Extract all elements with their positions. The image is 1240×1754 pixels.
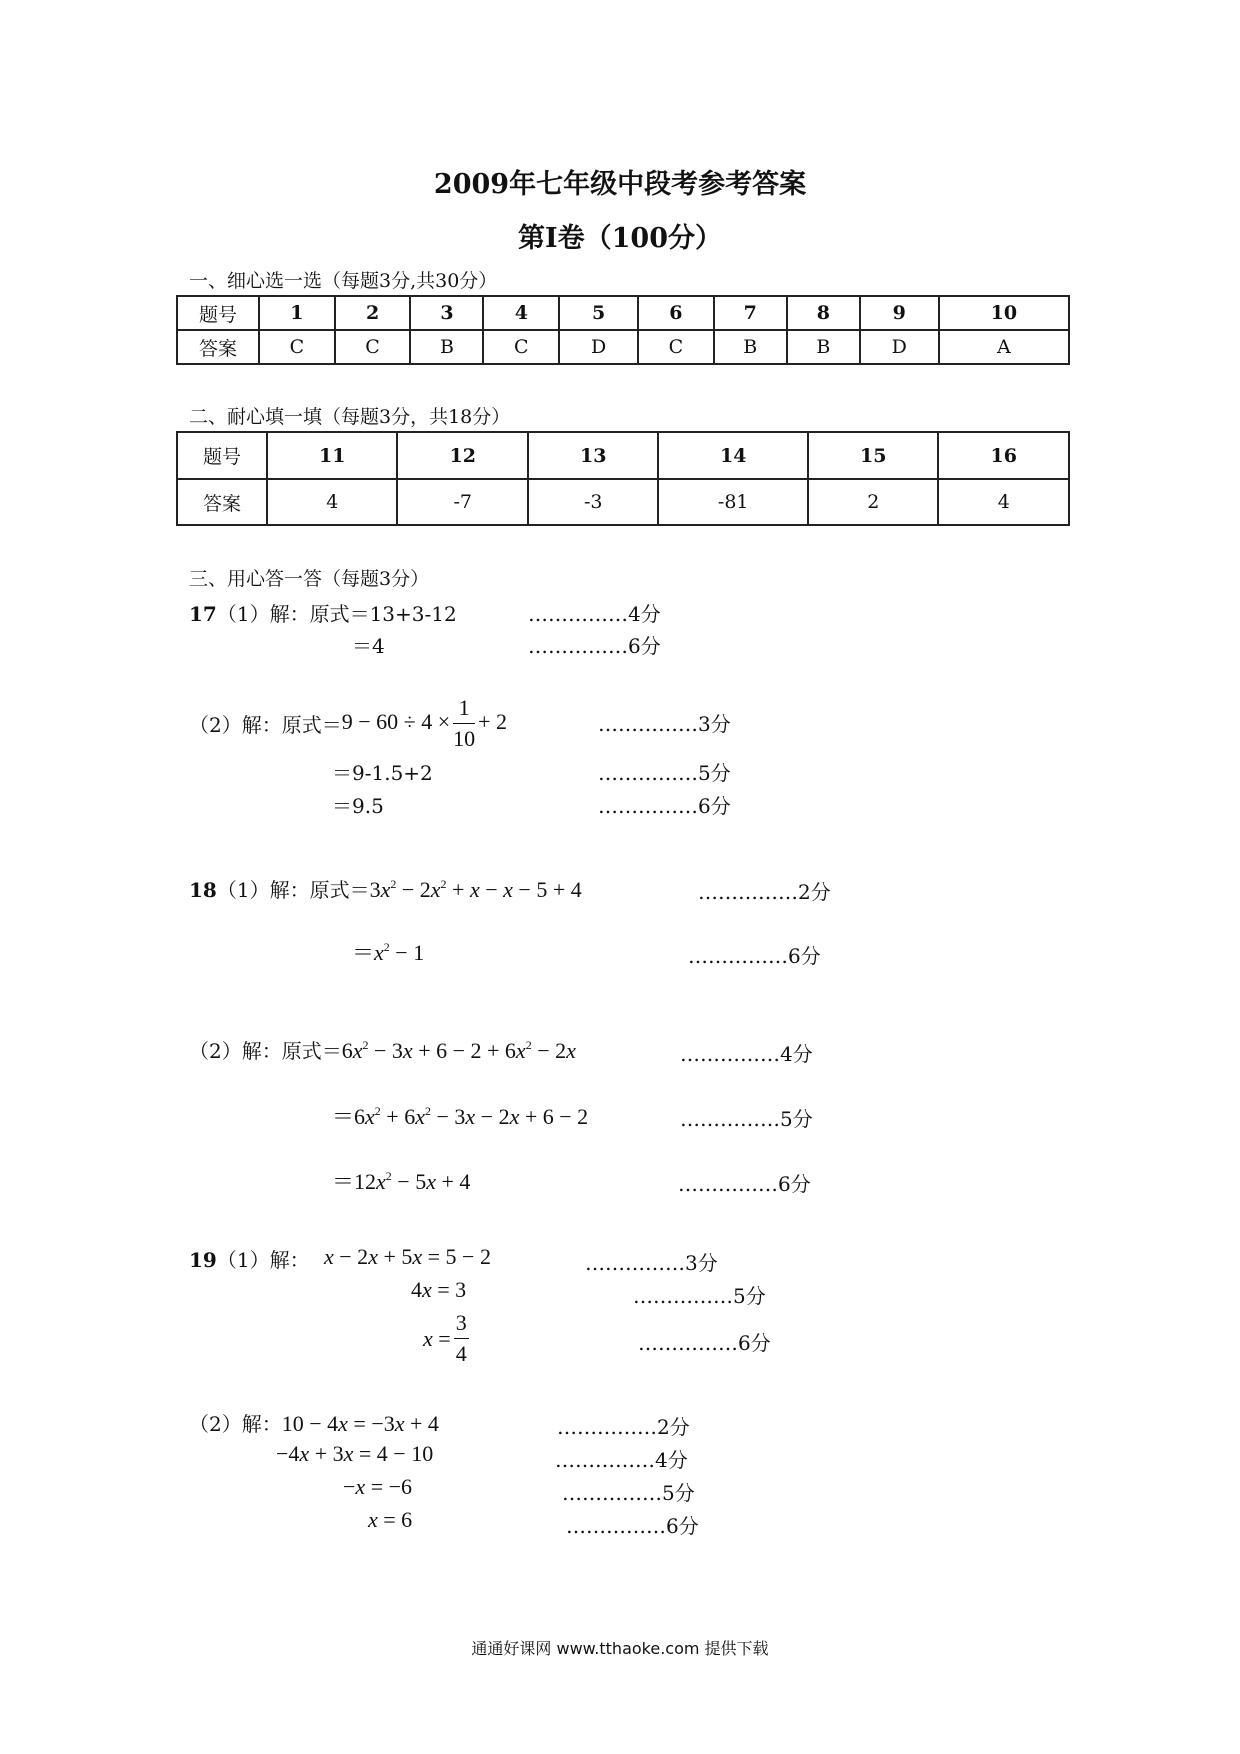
- score-marker: ……………2分: [698, 880, 831, 904]
- question-number-cell: 16: [938, 432, 1069, 479]
- section1-heading: 一、细心选一选（每题3分,共30分）: [189, 270, 498, 292]
- question-number-cell: 11: [267, 432, 397, 479]
- page-title: 2009年七年级中段考参考答案: [433, 169, 807, 200]
- math-expression: 9 − 60 ÷ 4 ×: [341, 708, 451, 734]
- q18-part1-line2: [352, 936, 424, 967]
- question-number: 17: [189, 602, 217, 626]
- answer-cell: C: [335, 330, 411, 364]
- question-number: 19: [189, 1248, 217, 1272]
- q19-part1-eq2: [411, 1277, 466, 1303]
- answer-cell: D: [860, 330, 939, 364]
- math-variable: x: [423, 1325, 433, 1351]
- answer-cell: B: [714, 330, 787, 364]
- section2-heading: 二、耐心填一填（每题3分，共18分）: [189, 406, 511, 428]
- page-subtitle: 第Ⅰ卷（100分）: [518, 223, 722, 254]
- math-expression: −4x + 3x = 4 − 10: [276, 1441, 434, 1466]
- score-marker: ……………6分: [638, 1331, 771, 1355]
- math-expression: + 2: [478, 708, 508, 734]
- q19-part1-prefix: （1）解：: [216, 1248, 310, 1272]
- section3-heading: 三、用心答一答（每题3分）: [189, 568, 430, 590]
- question-number-cell: 8: [787, 296, 860, 330]
- score-marker: ……………6分: [598, 794, 731, 818]
- q18-part1-line1: [189, 874, 582, 903]
- table-row-label: 答案: [177, 330, 259, 364]
- q17-part2-prefix: （2）解：原式＝: [189, 713, 342, 737]
- question-number-cell: 3: [410, 296, 483, 330]
- question-number-cell: 4: [483, 296, 559, 330]
- q19-part2-prefix: （2）解：: [189, 1412, 282, 1436]
- answer-cell: C: [483, 330, 559, 364]
- question-number-cell: 2: [335, 296, 411, 330]
- q18-part2-line2: [332, 1100, 588, 1131]
- q18-part2-prefix: （2）解：原式＝: [189, 1039, 342, 1063]
- score-marker: ……………2分: [557, 1415, 690, 1439]
- score-marker: ……………5分: [598, 761, 731, 785]
- q17-part1-line1: [189, 598, 457, 627]
- math-expression: $=x^2 - 1$: [352, 940, 425, 965]
- question-number-cell: 1: [259, 296, 335, 330]
- choice-answer-table: [176, 295, 1070, 365]
- answer-cell: C: [259, 330, 335, 364]
- math-expression: x = 6: [368, 1507, 413, 1532]
- question-number-cell: 9: [860, 296, 939, 330]
- answer-cell: B: [787, 330, 860, 364]
- table-row-label: 题号: [177, 432, 267, 479]
- q19-part1-eq3: x = $\frac{3}{4}$: [423, 1308, 472, 1369]
- score-marker: ……………6分: [678, 1172, 811, 1196]
- math-expression: $3x^2 - 2x^2 + x - x - 5 + 4$: [369, 877, 582, 902]
- q19-part2-eq3: [343, 1474, 412, 1500]
- answer-cell: -3: [528, 479, 658, 525]
- fraction: $\frac{1}{10}$: [453, 695, 476, 751]
- answer-cell: B: [410, 330, 483, 364]
- answer-cell: 2: [808, 479, 938, 525]
- question-number-cell: 15: [808, 432, 938, 479]
- score-marker: ……………5分: [562, 1481, 695, 1505]
- q17-part2-line1: [189, 693, 507, 754]
- question-number: 18: [189, 878, 217, 902]
- q19-part1-line1: [189, 1244, 310, 1273]
- q19-part2-eq4: [368, 1507, 412, 1533]
- score-marker: ……………3分: [585, 1251, 718, 1275]
- q17-part2-line2: ＝9-1.5+2: [332, 761, 433, 785]
- answer-cell: -81: [658, 479, 808, 525]
- math-expression: 4x = 3: [411, 1277, 467, 1302]
- score-marker: ……………3分: [598, 712, 731, 736]
- answer-cell: 4: [938, 479, 1069, 525]
- q18-part2-line3: [332, 1165, 470, 1196]
- question-number-cell: 10: [939, 296, 1069, 330]
- footer-credit: 通通好课网 www.tthaoke.com 提供下载: [471, 1639, 769, 1658]
- score-marker: ……………6分: [688, 944, 821, 968]
- score-marker: ……………5分: [680, 1107, 813, 1131]
- score-marker: ……………4分: [528, 602, 661, 626]
- q17-part1-line2: ＝4: [352, 634, 385, 658]
- question-number-cell: 5: [559, 296, 638, 330]
- q19-part2-eq2: [276, 1441, 433, 1467]
- q19-part1-eq1: [324, 1244, 491, 1270]
- question-number-cell: 7: [714, 296, 787, 330]
- q19-part2-line1: [189, 1408, 439, 1437]
- math-expression: $=12x^2 - 5x + 4$: [332, 1169, 471, 1194]
- q18-part2-line1: [189, 1035, 576, 1064]
- answer-cell: -7: [397, 479, 527, 525]
- math-expression: $6x^2 - 3x + 6 - 2 + 6x^2 - 2x$: [341, 1038, 576, 1063]
- score-marker: ……………4分: [555, 1448, 688, 1472]
- q17-part2-line3: ＝9.5: [332, 794, 384, 818]
- math-expression: x − 2x + 5x = 5 − 2: [324, 1244, 491, 1269]
- math-expression: −x = −6: [343, 1474, 413, 1499]
- answer-cell: 4: [267, 479, 397, 525]
- fraction: $\frac{3}{4}$: [455, 1310, 467, 1366]
- question-number-cell: 6: [638, 296, 714, 330]
- answer-cell: C: [638, 330, 714, 364]
- score-marker: ……………6分: [528, 634, 661, 658]
- score-marker: ……………4分: [680, 1042, 813, 1066]
- table-row-label: 题号: [177, 296, 259, 330]
- question-number-cell: 12: [397, 432, 527, 479]
- question-number-cell: 13: [528, 432, 658, 479]
- answer-cell: D: [559, 330, 638, 364]
- question-number-cell: 14: [658, 432, 808, 479]
- q17-part1-text: （1）解：原式＝13+3-12: [216, 602, 457, 626]
- math-expression: 10 − 4x = −3x + 4: [281, 1411, 439, 1436]
- q18-part1-prefix: （1）解：原式＝: [216, 878, 370, 902]
- table-row-label: 答案: [177, 479, 267, 525]
- fill-answer-table: [176, 431, 1070, 526]
- score-marker: ……………5分: [633, 1284, 766, 1308]
- score-marker: ……………6分: [566, 1514, 699, 1538]
- answer-cell: A: [939, 330, 1069, 364]
- math-expression: $=6x^2 + 6x^2 - 3x - 2x + 6 - 2$: [332, 1104, 589, 1129]
